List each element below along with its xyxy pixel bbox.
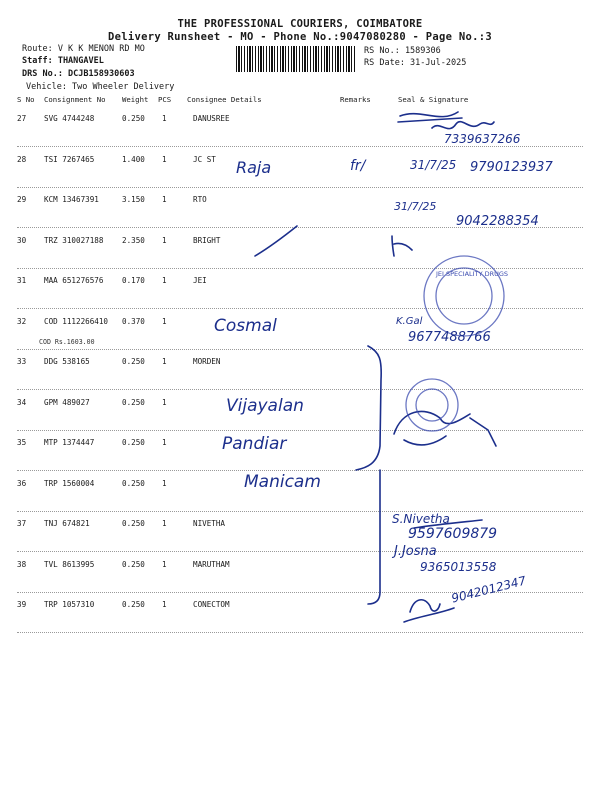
cell-sno: 27 <box>17 114 27 123</box>
cell-pcs: 1 <box>162 438 167 447</box>
cell-consignment: TSI 7267465 <box>44 154 95 164</box>
handwritten-signature-28: 31/7/25 <box>410 158 457 172</box>
column-header-sno: S No <box>17 95 35 104</box>
cell-weight: 0.250 <box>122 357 145 366</box>
cod-amount: COD Rs.1603.00 <box>39 337 95 346</box>
cell-sno: 36 <box>17 478 27 488</box>
column-header-seal: Seal & Signature <box>398 95 469 104</box>
cell-pcs: 1 <box>162 114 167 123</box>
stamp-text-31: JEI SPECIALITY DRUGS <box>436 270 509 278</box>
cell-consignment: TVL 8613995 <box>44 559 95 569</box>
cell-sno: 29 <box>17 195 27 204</box>
cell-weight: 0.170 <box>122 276 145 285</box>
cell-weight: 1.400 <box>122 154 145 164</box>
staff-label: Staff: THANGAVEL <box>22 56 104 66</box>
cell-pcs: 1 <box>162 195 167 204</box>
cell-consignee: JC ST <box>193 154 216 164</box>
cell-consignment: TRZ 310027188 <box>44 235 104 245</box>
cell-consignee: RTO <box>193 195 207 204</box>
cell-sno: 31 <box>17 276 27 285</box>
cell-pcs: 1 <box>162 600 167 609</box>
handwritten-name-34: Vijayalan <box>226 396 304 416</box>
cell-consignment: TRP 1560004 <box>44 478 95 488</box>
cell-consignment: KCM 13467391 <box>44 195 99 204</box>
cell-pcs: 1 <box>162 519 167 528</box>
handwritten-sign-38: J.Josna <box>394 544 437 559</box>
cell-sno: 30 <box>17 235 27 245</box>
column-header-consignee: Consignee Details <box>187 95 262 104</box>
handwritten-sign-37: S.Nivetha <box>392 512 450 526</box>
cell-weight: 2.350 <box>122 235 145 245</box>
cell-sno: 33 <box>17 357 27 366</box>
cell-weight: 0.250 <box>122 478 145 488</box>
cell-sno: 32 <box>17 316 27 326</box>
company-title: THE PROFESSIONAL COURIERS, COIMBATORE <box>177 18 423 30</box>
cell-consignment: COD 1112266410 <box>44 316 109 326</box>
cell-weight: 0.250 <box>122 397 145 407</box>
handwritten-phone-27: 7339637266 <box>444 132 521 146</box>
runsheet-subtitle: Delivery Runsheet - MO - Phone No.:9047080280 - Page No.:3 <box>107 31 493 43</box>
column-header-remarks: Remarks <box>340 95 371 104</box>
handwritten-phone-38: 9365013558 <box>420 560 497 574</box>
cell-pcs: 1 <box>162 276 167 285</box>
cell-consignment: GPM 489027 <box>44 397 90 407</box>
cell-pcs: 1 <box>162 316 167 326</box>
column-header-consignment: Consignment No <box>44 95 106 104</box>
column-header-pcs: PCS <box>158 95 172 104</box>
cell-consignee: CONECTOM <box>193 600 230 609</box>
rs-date: RS Date: 31-Jul-2025 <box>364 58 467 68</box>
bracket-right <box>356 346 381 604</box>
handwritten-name-36: Manicam <box>244 472 321 492</box>
cell-consignee: MORDEN <box>193 357 221 366</box>
signature-mark-30 <box>392 236 412 256</box>
cell-consignment: SVG 4744248 <box>44 114 95 123</box>
cell-pcs: 1 <box>162 559 167 569</box>
cell-consignment: DDG 538165 <box>44 357 90 366</box>
cell-sno: 38 <box>17 559 27 569</box>
cell-sno: 28 <box>17 154 27 164</box>
cell-weight: 0.250 <box>122 559 145 569</box>
stamp-seal-34 <box>406 379 458 431</box>
column-header-weight: Weight <box>122 95 149 104</box>
cell-consignee: MARUTHAM <box>193 559 230 569</box>
cell-pcs: 1 <box>162 397 167 407</box>
cell-weight: 0.250 <box>122 438 145 447</box>
cell-sno: 37 <box>17 519 27 528</box>
cell-pcs: 1 <box>162 235 167 245</box>
cell-weight: 3.150 <box>122 195 145 204</box>
drs-label: DRS No.: DCJB158930603 <box>22 69 135 79</box>
cell-pcs: 1 <box>162 154 167 164</box>
cell-sno: 35 <box>17 438 27 447</box>
cell-consignment: TRP 1057310 <box>44 600 95 609</box>
handwritten-name-28: Raja <box>236 158 272 177</box>
cell-weight: 0.370 <box>122 316 145 326</box>
cell-consignee: NIVETHA <box>193 519 226 528</box>
handwritten-phone-39: 9042012347 <box>450 573 528 606</box>
handwritten-for-28: fr/ <box>350 158 366 174</box>
handwritten-phone-37: 9597609879 <box>408 526 498 542</box>
cell-consignee: DANUSREE <box>193 114 230 123</box>
stamp-seal-34-inner <box>416 389 448 421</box>
cell-sno: 34 <box>17 397 27 407</box>
handwritten-phone-29: 9042288354 <box>456 214 539 229</box>
handwritten-name-35: Pandiar <box>222 434 287 454</box>
cell-pcs: 1 <box>162 478 167 488</box>
cell-consignment: TNJ 674821 <box>44 519 90 528</box>
signature-39 <box>404 600 454 622</box>
cell-consignment: MAA 651276576 <box>44 276 104 285</box>
cell-consignee: JEI <box>193 276 207 285</box>
cell-weight: 0.250 <box>122 600 145 609</box>
signature-scribble-27 <box>398 112 494 129</box>
rs-number: RS No.: 1589306 <box>364 46 441 56</box>
cell-sno: 39 <box>17 600 27 609</box>
tick-mark-30 <box>255 226 297 256</box>
handwritten-phone-32: 9677488766 <box>408 330 491 345</box>
cell-consignment: MTP 1374447 <box>44 438 95 447</box>
cell-weight: 0.250 <box>122 114 145 123</box>
handwritten-phone-28: 9790123937 <box>470 160 553 175</box>
handwritten-sign-32: K.Gal <box>396 316 423 327</box>
vehicle-label: Vehicle: Two Wheeler Delivery <box>26 82 175 92</box>
cell-weight: 0.250 <box>122 519 145 528</box>
handwritten-date-29: 31/7/25 <box>394 200 437 213</box>
route-label: Route: V K K MENON RD MO <box>22 44 145 54</box>
cell-pcs: 1 <box>162 357 167 366</box>
cell-consignee: BRIGHT <box>193 235 221 245</box>
handwritten-name-32: Cosmal <box>214 316 277 336</box>
